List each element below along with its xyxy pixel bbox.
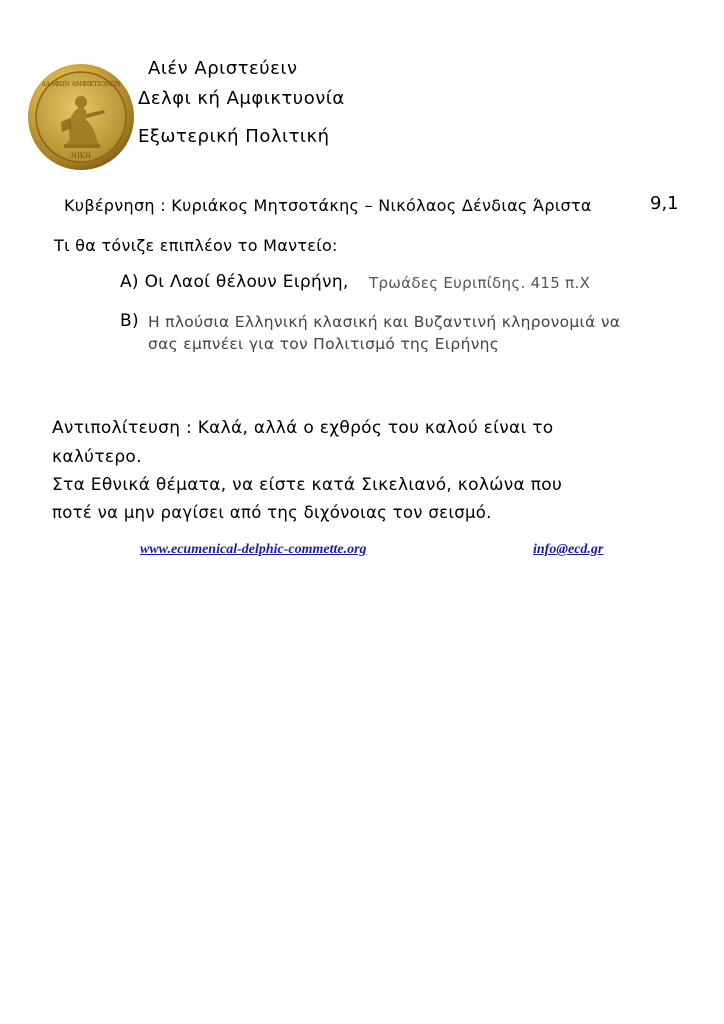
point-a-text: Α) Οι Λαοί θέλουν Ειρήνη, <box>120 272 349 292</box>
header-section-title: Εξωτερική Πολιτική <box>138 126 330 147</box>
government-score: 9,1 <box>650 193 679 214</box>
government-rating-text: Κυβέρνηση : Κυριάκος Μητσοτάκης – Νικόλαος Δένδιας Άριστα <box>64 196 592 215</box>
opposition-line-4: ποτέ να μην ραγίσει από της διχόνοιας τον σεισμό. <box>52 503 492 522</box>
opposition-line-2: καλύτερο. <box>52 447 142 467</box>
website-link[interactable]: www.ecumenical-delphic-commette.org <box>140 542 367 557</box>
opposition-line-3: Στα Εθνικά θέματα, να είστε κατά Σικελιανό, κολώνα που <box>52 475 563 495</box>
opposition-line-1: Αντιπολίτευση : Καλά, αλλά ο εχθρός του καλού είναι το <box>52 418 554 438</box>
svg-text:ΔΑΛΦΩΝ ΑΜΦΙΚΤΙΟΝΩΝ: ΔΑΛΦΩΝ ΑΜΦΙΚΤΙΟΝΩΝ <box>41 81 121 88</box>
header-organization: Δελφι κή Αμφικτυονία <box>138 88 345 109</box>
point-a-source: Τρωάδες Ευριπίδης. 415 π.Χ <box>369 274 591 292</box>
point-b-text-line2: σας εμπνέει για τον Πολιτισμό της Ειρήνης <box>148 335 500 353</box>
header-motto: Αιέν Αριστεύειν <box>148 58 298 79</box>
point-b-label: Β) <box>120 311 139 331</box>
email-link[interactable]: info@ecd.gr <box>533 542 604 557</box>
coin-emblem-icon <box>26 62 136 172</box>
svg-text:NIKH: NIKH <box>70 152 92 160</box>
point-b-text-line1: Η πλούσια Ελληνική κλασική και Βυζαντινή κληρονομιά να <box>148 313 621 331</box>
oracle-intro: Τι θα τόνιζε επιπλέον το Μαντείο: <box>54 236 338 255</box>
